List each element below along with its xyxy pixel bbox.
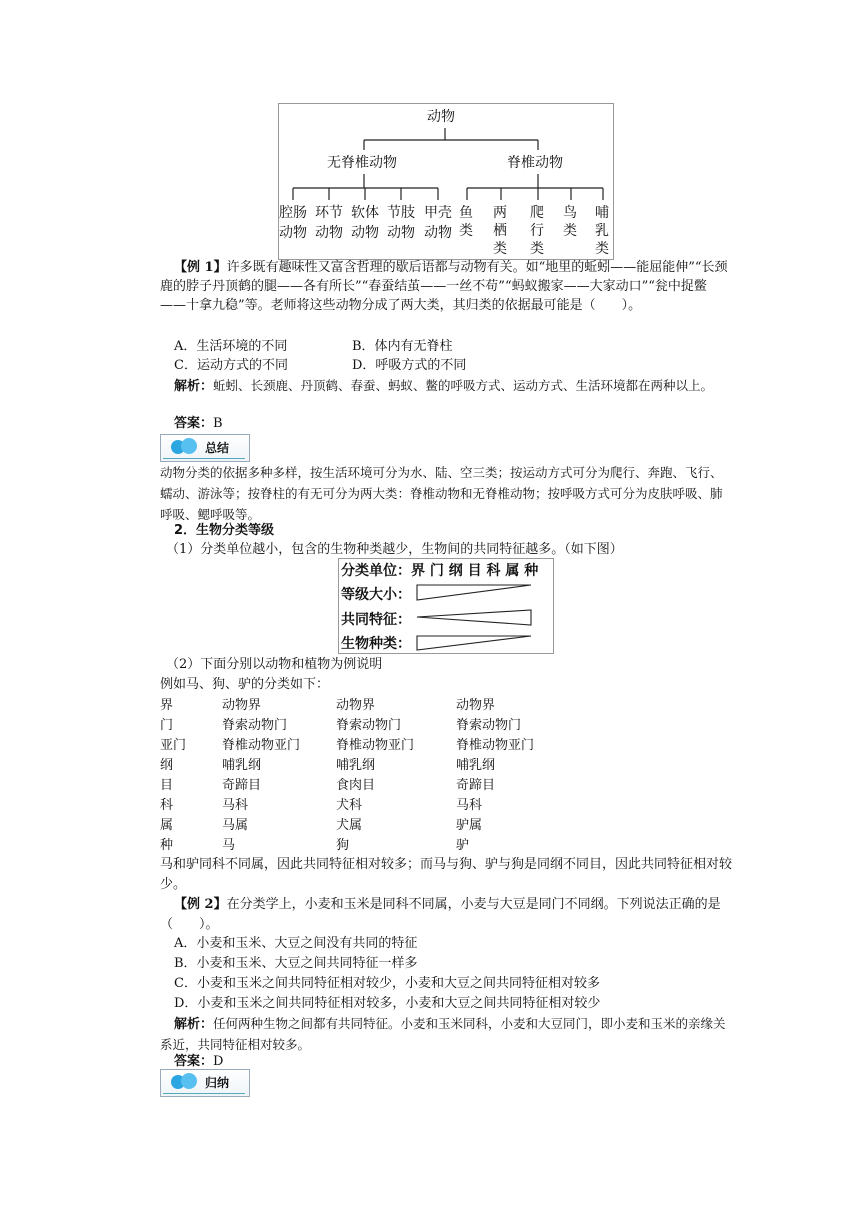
- shared-traits-label: 共同特征：: [341, 612, 411, 628]
- species-count-wedge: [417, 636, 531, 650]
- paragraph-2: （2）下面分别以动物和植物为例说明: [166, 657, 383, 672]
- ex2-analysis-label: 解析：: [174, 1017, 214, 1032]
- summary-badge-label: 总结: [205, 441, 230, 455]
- table-row: [160, 734, 576, 754]
- ex1-option-a: A．生活环境的不同: [174, 339, 288, 354]
- example-1-analysis: [160, 376, 732, 396]
- table-row: [160, 754, 576, 774]
- taxon-cell: 动物界: [336, 698, 376, 713]
- animal-classification-tree: [278, 103, 614, 260]
- vertebrate-group-4-line-0: 哺: [595, 205, 609, 221]
- taxon-cell: 马: [222, 838, 236, 853]
- invertebrate-group-4-line-0: 甲壳: [424, 205, 452, 221]
- taxon-cell: 脊椎动物亚门: [456, 738, 535, 753]
- horse-dog-donkey-classification-table: [160, 694, 576, 854]
- example-1-answer: [160, 414, 746, 433]
- ex2-answer-label: 答案：: [174, 1054, 214, 1069]
- table-row: [160, 774, 576, 794]
- invertebrate-label: 无脊椎动物: [327, 155, 397, 171]
- ex2-answer-value: D: [213, 1054, 224, 1069]
- example-2-text: 在分类学上，小麦和玉米是同科不同属，小麦与大豆是同门不同纲。下列说法正确的是（ ）。: [160, 897, 721, 932]
- rank-cell: 界: [160, 698, 174, 713]
- badge-bubble-icon-2: [181, 438, 197, 454]
- table-row: [160, 834, 576, 854]
- ex2-option-a: A．小麦和玉米、大豆之间没有共同的特征: [174, 936, 418, 951]
- rank-cell: 门: [160, 718, 174, 733]
- paragraph-3: 例如马、狗、驴的分类如下：: [160, 677, 330, 692]
- taxon-cell: 哺乳纲: [222, 758, 262, 773]
- ex1-option-d: D．呼吸方式的不同: [352, 358, 467, 373]
- rank-cell: 种: [160, 838, 174, 853]
- vertebrate-group-3-line-1: 类: [563, 223, 577, 239]
- paragraph-1: （1）分类单位越小，包含的生物种类越少，生物间的共同特征越多。（如下图）: [166, 542, 623, 557]
- badge-wave-decoration: [163, 455, 245, 459]
- taxonomic-rank-diagram: [338, 558, 554, 654]
- table-row: [160, 814, 576, 834]
- conclusion-badge: [160, 1069, 250, 1097]
- rank-units-row: 分类单位：界 门 纲 目 科 属 种: [341, 563, 539, 579]
- ex1-answer-value: B: [213, 416, 223, 431]
- summary-text: 动物分类的依据多种多样，按生活环境可分为水、陆、空三类；按运动方式可分为爬行、奔跑、飞行、蠕动、游泳等；按脊柱的有无可分为两大类：脊椎动物和无脊椎动物；按呼吸方式可分为皮肤呼吸、肺呼吸、鳃呼吸等。: [160, 465, 723, 522]
- example-1-question: [160, 258, 732, 315]
- example-2-analysis: [160, 1014, 732, 1056]
- rank-size-wedge: [417, 585, 531, 600]
- invertebrate-group-0-line-0: 腔肠: [279, 205, 307, 221]
- taxon-cell: 脊椎动物亚门: [336, 738, 415, 753]
- badge-bubble-icon-2: [181, 1073, 197, 1089]
- ex1-analysis-label: 解析：: [174, 379, 214, 394]
- vertebrate-group-0-line-1: 类: [459, 223, 473, 239]
- vertebrate-group-4-line-1: 乳: [595, 223, 609, 239]
- invertebrate-group-4-line-1: 动物: [424, 225, 452, 241]
- ex1-analysis-text: 蚯蚓、长颈鹿、丹顶鹤、春蚕、蚂蚁、鳖的呼吸方式、运动方式、生活环境都在两种以上。: [213, 378, 714, 393]
- rank-size-label: 等级大小：: [341, 587, 411, 603]
- ex1-option-c: C．运动方式的不同: [174, 358, 288, 373]
- rank-cell: 纲: [160, 758, 174, 773]
- taxon-cell: 哺乳纲: [336, 758, 376, 773]
- summary-badge: [160, 434, 250, 462]
- species-count-label: 生物种类：: [341, 636, 411, 652]
- rank-cell: 目: [160, 778, 174, 793]
- ex2-option-c: C．小麦和玉米之间共同特征相对较少，小麦和大豆之间共同特征相对较多: [174, 976, 600, 991]
- taxon-cell: 奇蹄目: [222, 778, 262, 793]
- taxon-cell: 狗: [336, 838, 350, 853]
- ex2-option-b: B．小麦和玉米、大豆之间共同特征一样多: [174, 956, 418, 971]
- invertebrate-group-0-line-1: 动物: [279, 225, 307, 241]
- example-1-text: 许多既有趣味性又富含哲理的歇后语都与动物有关。如“地里的蚯蚓——能屈能伸”“长颈鹿的脖子丹顶鹤的腿——各有所长”“春蚕结茧——一丝不苟”“蚂蚁搬家——大家动口”“瓮中捉鳖——十拿九稳”等。老师将这些动物分成了两大类，其归类的依据最可能是（ ）。: [160, 260, 728, 313]
- vertebrate-group-2-line-2: 类: [530, 241, 544, 257]
- invertebrate-group-2-line-0: 软体: [351, 205, 379, 221]
- vertebrate-group-2-line-1: 行: [530, 223, 544, 239]
- vertebrate-group-1-line-0: 两: [493, 205, 507, 221]
- vertebrate-group-1-line-2: 类: [493, 241, 507, 257]
- invertebrate-group-3-line-0: 节肢: [387, 205, 415, 221]
- rank-cell: 属: [160, 818, 174, 833]
- vertebrate-label: 脊椎动物: [507, 155, 563, 171]
- rank-cell: 科: [160, 798, 174, 813]
- taxon-cell: 脊索动物门: [222, 718, 288, 733]
- taxon-cell: 马科: [222, 798, 249, 813]
- invertebrate-group-3-line-1: 动物: [387, 225, 415, 241]
- table-row: [160, 694, 576, 714]
- vertebrate-group-0-line-0: 鱼: [459, 205, 473, 221]
- taxon-cell: 动物界: [222, 698, 262, 713]
- example-2-question: [160, 895, 732, 935]
- vertebrate-group-1-line-1: 栖: [493, 223, 507, 239]
- tree-root-label: 动物: [427, 109, 455, 125]
- ex1-answer-label: 答案：: [174, 416, 214, 431]
- taxon-cell: 动物界: [456, 698, 496, 713]
- rank-wedges: [339, 559, 553, 653]
- rank-cell: 亚门: [160, 738, 187, 753]
- taxon-cell: 脊索动物门: [336, 718, 402, 733]
- example-2-label: 【例 2】: [174, 897, 227, 912]
- table-row: [160, 714, 576, 734]
- taxon-cell: 驴属: [456, 818, 483, 833]
- ex2-analysis-text: 任何两种生物之间都有共同特征。小麦和玉米同科，小麦和大豆同门，即小麦和玉米的亲缘关系近，共同特征相对较多。: [160, 1016, 726, 1052]
- vertebrate-group-4-line-2: 类: [595, 241, 609, 257]
- vertebrate-group-2-line-0: 爬: [530, 205, 544, 221]
- example-1-label: 【例 1】: [174, 260, 227, 275]
- invertebrate-group-2-line-1: 动物: [351, 225, 379, 241]
- invertebrate-group-1-line-1: 动物: [315, 225, 343, 241]
- taxon-cell: 食肉目: [336, 778, 376, 793]
- badge-wave-decoration: [163, 1090, 245, 1094]
- table-row: [160, 794, 576, 814]
- taxon-cell: 犬属: [336, 818, 363, 833]
- taxon-cell: 哺乳纲: [456, 758, 496, 773]
- ex2-option-d: D．小麦和玉米之间共同特征相对较多，小麦和大豆之间共同特征相对较少: [174, 996, 601, 1011]
- ex1-option-b: B．体内有无脊柱: [352, 339, 453, 354]
- taxon-cell: 奇蹄目: [456, 778, 496, 793]
- invertebrate-group-1-line-0: 环节: [315, 205, 343, 221]
- taxon-cell: 犬科: [336, 798, 363, 813]
- section-2-title: 2．生物分类等级: [174, 523, 275, 538]
- paragraph-4: 马和驴同科不同属，因此共同特征相对较多；而马与狗、驴与狗是同纲不同目，因此共同特征相对较少。: [160, 857, 733, 892]
- conclusion-badge-label: 归纳: [205, 1076, 230, 1090]
- shared-traits-wedge: [417, 610, 531, 625]
- taxon-cell: 脊椎动物亚门: [222, 738, 301, 753]
- vertebrate-group-3-line-0: 鸟: [563, 205, 577, 221]
- taxon-cell: 马科: [456, 798, 483, 813]
- taxon-cell: 驴: [456, 838, 470, 853]
- taxon-cell: 马属: [222, 818, 249, 833]
- taxon-cell: 脊索动物门: [456, 718, 522, 733]
